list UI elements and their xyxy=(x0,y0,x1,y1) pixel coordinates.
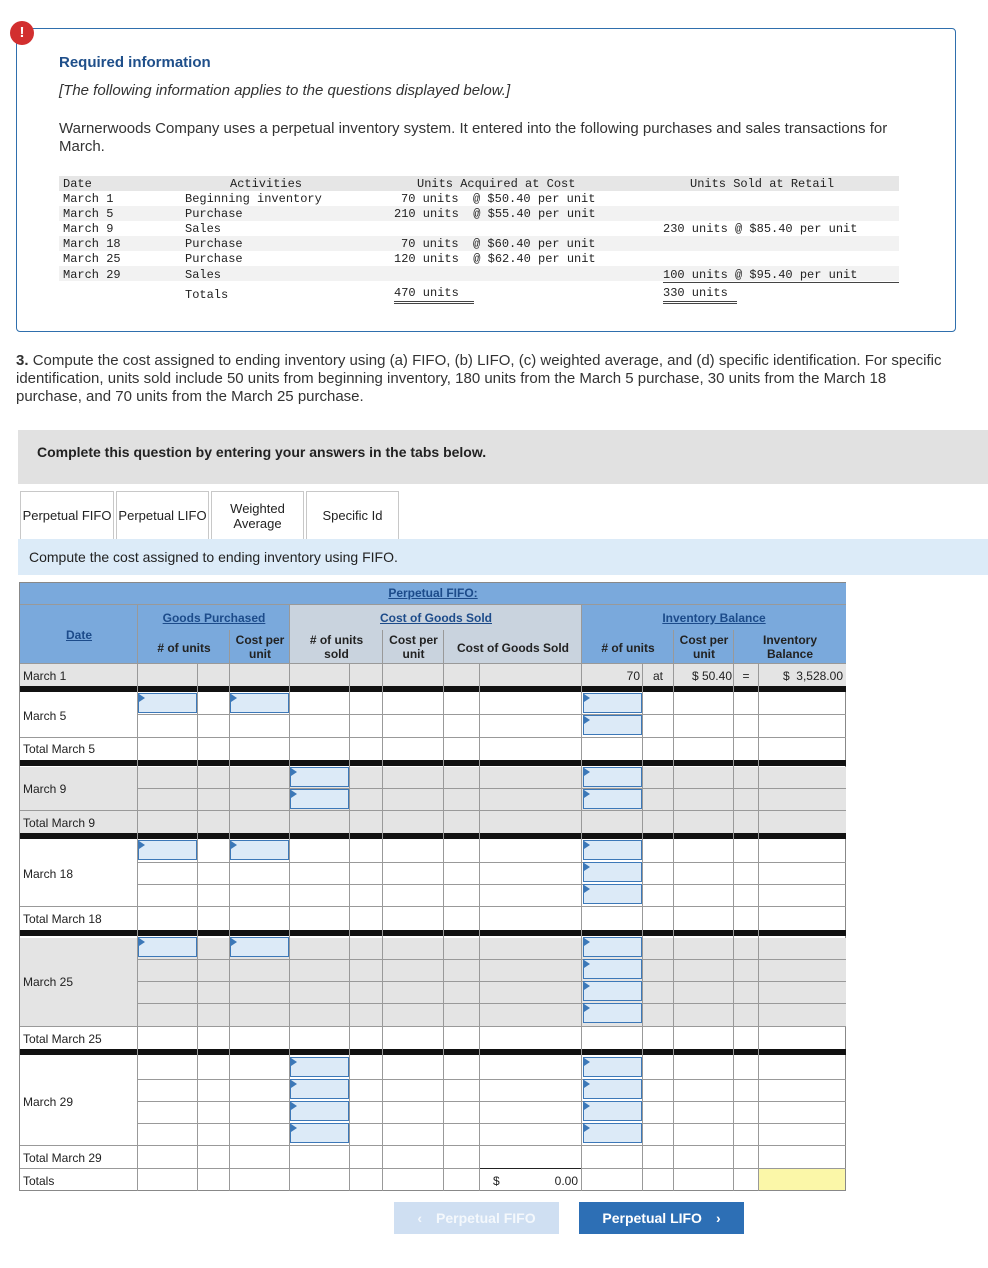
question-number: 3. xyxy=(16,352,29,369)
march25-bal-units-input[interactable] xyxy=(583,937,642,957)
trans-sold: 230 units @ $85.40 per unit xyxy=(663,222,858,236)
trans-activity: Purchase xyxy=(185,237,243,251)
march25-bal-units-input-3[interactable] xyxy=(583,981,642,1001)
march1-cost: $ 50.40 xyxy=(691,669,732,683)
next-tab-label: Perpetual LIFO xyxy=(602,1210,702,1226)
march29-bal-units-input[interactable] xyxy=(583,1057,642,1077)
trans-date: March 5 xyxy=(63,207,114,221)
intro-text: Warnerwoods Company uses a perpetual inventory system. It entered into the following purchases and sales transactions for March. xyxy=(59,120,888,155)
required-info-title: Required information xyxy=(59,54,211,71)
march29-sold-units-input-2[interactable] xyxy=(290,1079,349,1099)
trans-activity: Purchase xyxy=(185,207,243,221)
trans-sold: 100 units @ $95.40 per unit xyxy=(663,268,899,283)
trans-date: March 29 xyxy=(63,268,121,282)
required-info-subtitle: [The following information applies to the questions displayed below.] xyxy=(59,82,511,99)
col-cogs: Cost of Goods Sold xyxy=(457,641,569,655)
total-acquired: 470 units xyxy=(394,286,474,304)
march29-sold-units-input-3[interactable] xyxy=(290,1101,349,1121)
totals-dollar-sign: $ xyxy=(493,1174,500,1188)
march29-bal-units-input-3[interactable] xyxy=(583,1101,642,1121)
march18-units-input[interactable] xyxy=(138,840,197,860)
march25-units-input[interactable] xyxy=(138,937,197,957)
col-inventory-balance: Inventory Balance xyxy=(762,633,817,661)
march18-bal-units-input-3[interactable] xyxy=(583,884,642,904)
march29-sold-units-input[interactable] xyxy=(290,1057,349,1077)
inventory-balance-header: Inventory Balance xyxy=(662,611,766,625)
march25-bal-units-input-4[interactable] xyxy=(583,1003,642,1023)
col-header-sold: Units Sold at Retail xyxy=(690,177,835,191)
row-label-total-march9: Total March 9 xyxy=(23,816,96,830)
row-label-total-march29: Total March 29 xyxy=(23,1151,102,1165)
march1-units: 70 xyxy=(626,669,640,683)
total-sold: 330 units xyxy=(663,286,737,304)
march1-balance: $ 3,528.00 xyxy=(782,669,843,683)
trans-activity: Purchase xyxy=(185,252,243,266)
col-units-purchased: # of units xyxy=(157,641,211,655)
date-header: Date xyxy=(65,628,92,642)
row-label-march1: March 1 xyxy=(23,669,67,683)
col-header-date: Date xyxy=(63,177,92,191)
col-cost-per-unit-purchased: Cost per unit xyxy=(235,633,285,661)
march1-equals: = xyxy=(742,669,750,683)
march25-cost-input[interactable] xyxy=(230,937,289,957)
march25-bal-units-input-2[interactable] xyxy=(583,959,642,979)
chevron-left-icon: ‹ xyxy=(417,1210,423,1226)
cogs-header: Cost of Goods Sold xyxy=(380,611,492,625)
trans-date: March 25 xyxy=(63,252,121,266)
march5-units-input[interactable] xyxy=(138,693,197,713)
grid-title: Perpetual FIFO: xyxy=(388,586,478,600)
row-label-totals: Totals xyxy=(23,1174,55,1188)
band-march9 xyxy=(20,767,846,833)
trans-activity: Sales xyxy=(185,268,222,282)
march9-sold-units-input-2[interactable] xyxy=(290,789,349,809)
trans-activity: Beginning inventory xyxy=(185,192,322,206)
row-label-march9: March 9 xyxy=(23,782,67,796)
complete-instruction: Complete this question by entering your answers in the tabs below. xyxy=(37,444,487,460)
goods-purchased-header: Goods Purchased xyxy=(162,611,266,625)
march5-cost-input[interactable] xyxy=(230,693,289,713)
trans-date: March 18 xyxy=(63,237,121,251)
march29-bal-units-input-2[interactable] xyxy=(583,1079,642,1099)
totals-cogs-value: 0.00 xyxy=(554,1174,578,1188)
tab-perpetual-lifo[interactable]: Perpetual LIFO xyxy=(116,491,209,539)
col-header-acquired: Units Acquired at Cost xyxy=(417,177,576,191)
totals-label: Totals xyxy=(185,288,229,302)
question-body: Compute the cost assigned to ending inventory using (a) FIFO, (b) LIFO, (c) weighted average, and (d) specific identification. For specific identification, units sold include 50 units from beginning inventory, 180 units from the March 5 purchase, 30 units from the March 18 purchase, and 70 units from the March 25 purchase. xyxy=(16,352,942,405)
col-units-balance: # of units xyxy=(601,641,655,655)
trans-date: March 9 xyxy=(63,222,114,236)
march29-bal-units-input-4[interactable] xyxy=(583,1123,642,1143)
prev-tab-button[interactable] xyxy=(394,1202,559,1234)
tab-weighted-average[interactable]: Weighted Average xyxy=(211,491,304,539)
trans-acquired: 70 units @ $50.40 per unit xyxy=(401,192,596,206)
trans-acquired: 70 units @ $60.40 per unit xyxy=(401,237,596,251)
totals-inventory-balance-input[interactable] xyxy=(759,1169,845,1190)
tab-perpetual-fifo[interactable]: Perpetual FIFO xyxy=(20,491,114,539)
row-label-total-march18: Total March 18 xyxy=(23,912,102,926)
row-label-march25: March 25 xyxy=(23,975,74,989)
march1-at: at xyxy=(652,669,663,683)
march9-sold-units-input[interactable] xyxy=(290,767,349,787)
row-label-march5: March 5 xyxy=(23,709,67,723)
prev-tab-label: Perpetual FIFO xyxy=(436,1210,536,1226)
march29-sold-units-input-4[interactable] xyxy=(290,1123,349,1143)
trans-acquired: 210 units @ $55.40 per unit xyxy=(394,207,596,221)
march5-bal-units-input-2[interactable] xyxy=(583,715,642,735)
col-header-activities: Activities xyxy=(230,177,303,191)
chevron-right-icon: › xyxy=(715,1210,721,1226)
march5-bal-units-input[interactable] xyxy=(583,693,642,713)
row-label-total-march5: Total March 5 xyxy=(23,742,96,756)
row-label-march18: March 18 xyxy=(23,867,74,881)
trans-date: March 1 xyxy=(63,192,114,206)
trans-acquired: 120 units @ $62.40 per unit xyxy=(394,252,596,266)
march18-bal-units-input-2[interactable] xyxy=(583,862,642,882)
tab-instruction: Compute the cost assigned to ending inventory using FIFO. xyxy=(29,549,398,565)
col-cost-per-unit-sold: Cost per unit xyxy=(389,633,438,661)
col-units-sold: # of units sold xyxy=(309,633,364,661)
row-label-total-march25: Total March 25 xyxy=(23,1032,102,1046)
col-cost-per-unit-balance: Cost per unit xyxy=(679,633,729,661)
march18-bal-units-input[interactable] xyxy=(583,840,642,860)
alert-icon: ! xyxy=(10,21,34,45)
march9-bal-units-input[interactable] xyxy=(583,767,642,787)
question-text xyxy=(16,352,956,406)
march18-cost-input[interactable] xyxy=(230,840,289,860)
row-label-march29: March 29 xyxy=(23,1095,74,1109)
march9-bal-units-input-2[interactable] xyxy=(583,789,642,809)
next-tab-button[interactable] xyxy=(579,1202,744,1234)
trans-activity: Sales xyxy=(185,222,222,236)
tab-specific-id[interactable]: Specific Id xyxy=(306,491,399,539)
